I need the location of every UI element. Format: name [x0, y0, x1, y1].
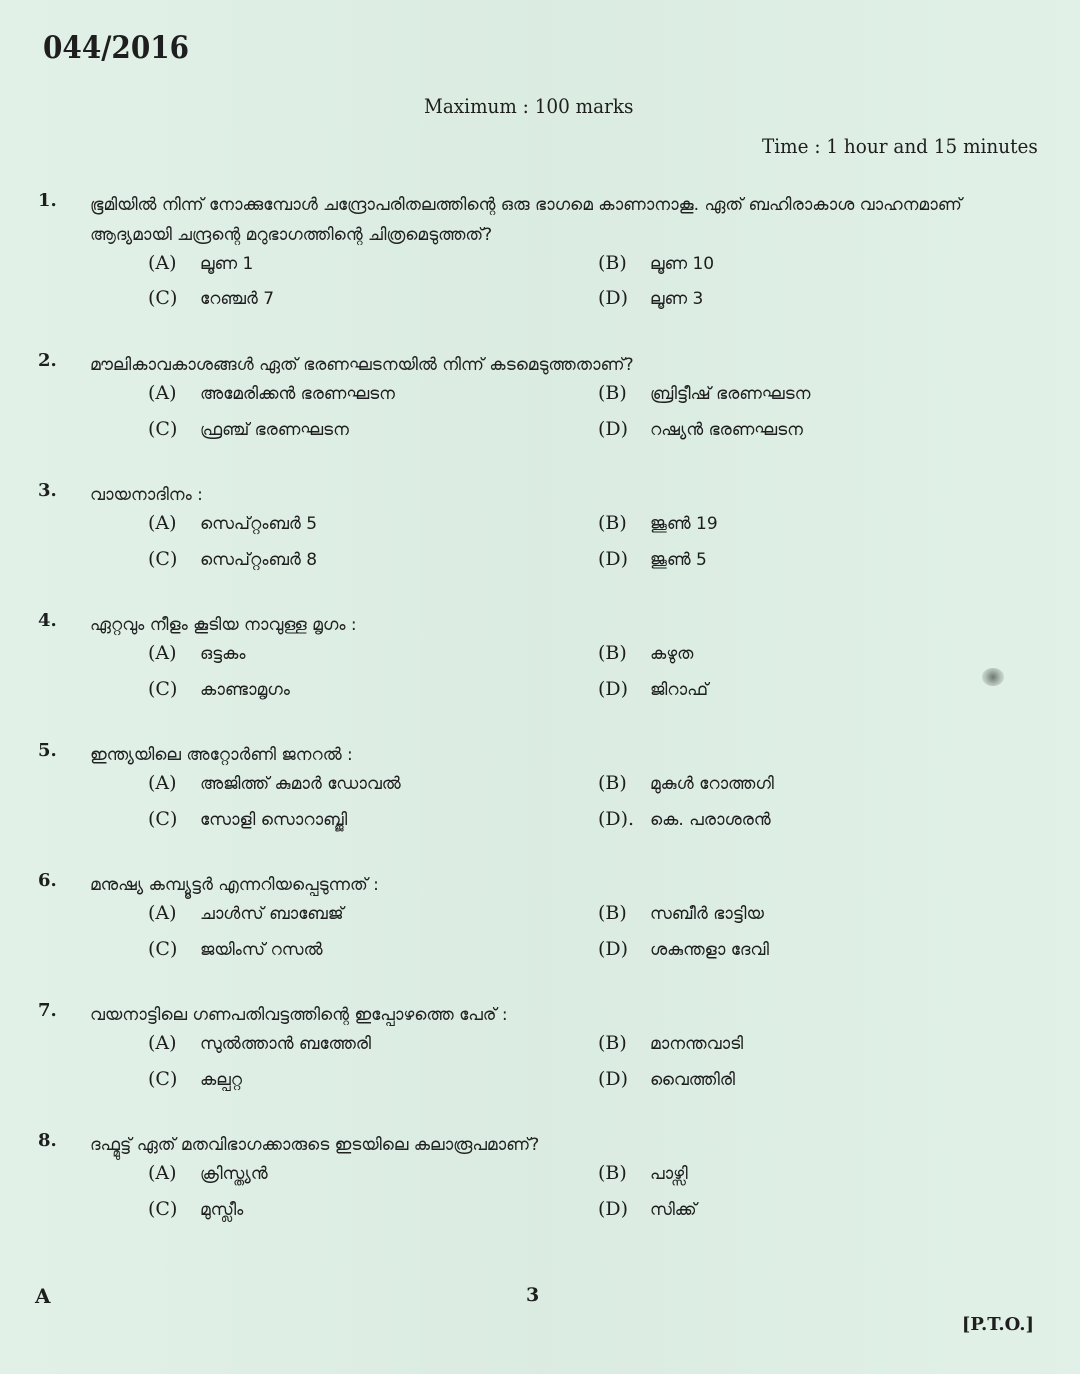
- option-value: സെപ്റ്റംബർ 5: [200, 514, 318, 534]
- question-text: ദഫ്മുട്ട് ഏത് മതവിഭാഗക്കാരുടെ ഇടയിലെ കലാരൂപമാണ്?: [90, 1135, 540, 1155]
- question-number: 8.: [38, 1130, 57, 1151]
- option-d: [598, 938, 769, 960]
- option-c: [148, 418, 349, 440]
- option-value: അജിത്ത് കുമാർ ഡോവൽ: [200, 774, 401, 794]
- option-value: ജൂൺ 19: [650, 514, 718, 534]
- option-label: (D): [598, 418, 629, 440]
- option-b: [598, 1032, 743, 1054]
- paper-stain: [982, 668, 1004, 686]
- option-value: ശകുന്തളാ ദേവി: [650, 940, 769, 960]
- question-text: വയനാട്ടിലെ ഗണപതിവട്ടത്തിന്റെ ഇപ്പോഴത്തെ പേര് :: [90, 1005, 508, 1025]
- option-label: (A): [148, 772, 177, 794]
- question-text: മൗലികാവകാശങ്ങൾ ഏത് ഭരണഘടനയിൽ നിന്ന് കടമെടുത്തതാണ്?: [90, 355, 634, 375]
- maximum-marks: Maximum : 100 marks: [424, 94, 634, 118]
- option-label: (A): [148, 382, 177, 404]
- option-value: സോളി സൊറാബ്ജി: [200, 810, 348, 830]
- option-label: (C): [148, 1198, 178, 1220]
- option-label: (A): [148, 902, 177, 924]
- option-d: [598, 418, 803, 440]
- option-value: സെപ്റ്റംബർ 8: [200, 550, 318, 570]
- option-label: (A): [148, 512, 177, 534]
- option-value: റേഞ്ചർ 7: [200, 289, 275, 309]
- option-label: (D): [598, 287, 629, 309]
- option-value: റഷ്യൻ ഭരണഘടന: [650, 420, 803, 440]
- option-a: [148, 1032, 371, 1054]
- option-value: ജൂൺ 5: [650, 550, 707, 570]
- question-number: 1.: [38, 190, 57, 211]
- option-label: (C): [148, 418, 178, 440]
- option-value: ക്രിസ്ത്യൻ: [200, 1164, 268, 1184]
- option-label: (D).: [598, 808, 635, 830]
- option-value: ചാൾസ് ബാബേജ്: [200, 904, 344, 924]
- option-label: (C): [148, 287, 178, 309]
- option-label: (B): [598, 1032, 627, 1054]
- paper-code: 044/2016: [43, 30, 190, 66]
- option-c: [148, 287, 274, 309]
- option-c: [148, 1068, 242, 1090]
- option-label: (B): [598, 512, 627, 534]
- question-text: വായനാദിനം :: [90, 485, 203, 505]
- option-value: കല്പറ്റ: [200, 1070, 243, 1090]
- option-d: [598, 1198, 697, 1220]
- option-b: [598, 1162, 688, 1184]
- option-b: [598, 902, 764, 924]
- question-number: 6.: [38, 870, 57, 891]
- question-number: 2.: [38, 350, 57, 371]
- option-label: (C): [148, 548, 178, 570]
- option-value: അമേരിക്കൻ ഭരണഘടന: [200, 384, 395, 404]
- question-text: മനുഷ്യ കമ്പ്യൂട്ടർ എന്നറിയപ്പെടുന്നത് :: [90, 875, 379, 895]
- option-c: [148, 808, 347, 830]
- option-value: ബ്രിട്ടീഷ് ഭരണഘടന: [650, 384, 811, 404]
- option-value: പാഴ്സി: [650, 1164, 688, 1184]
- option-value: സബീർ ഭാട്ടിയ: [650, 904, 764, 924]
- option-label: (D): [598, 938, 629, 960]
- option-label: (C): [148, 678, 178, 700]
- option-value: കഴുത: [650, 644, 694, 664]
- option-b: [598, 512, 718, 534]
- option-label: (D): [598, 548, 629, 570]
- option-a: [148, 512, 317, 534]
- option-d: [598, 287, 703, 309]
- time-allowed: Time : 1 hour and 15 minutes: [762, 134, 1038, 158]
- option-label: (A): [148, 1162, 177, 1184]
- option-value: ജയിംസ് റസൽ: [200, 940, 323, 960]
- question-text: ഏറ്റവും നീളം കൂടിയ നാവുള്ള മൃഗം :: [90, 615, 357, 635]
- question-number: 3.: [38, 480, 57, 501]
- option-c: [148, 548, 317, 570]
- option-value: കാണ്ടാമൃഗം: [200, 680, 290, 700]
- option-a: [148, 382, 395, 404]
- option-value: കെ. പരാശരൻ: [650, 810, 771, 830]
- option-value: സിക്ക്: [650, 1200, 697, 1220]
- option-label: (C): [148, 808, 178, 830]
- option-value: ജിറാഫ്: [650, 680, 709, 700]
- option-c: [148, 938, 323, 960]
- option-d: [598, 1068, 735, 1090]
- page-number: 3: [526, 1284, 540, 1306]
- option-label: (B): [598, 1162, 627, 1184]
- option-label: (B): [598, 252, 627, 274]
- option-value: മുകുൾ റോത്തഗി: [650, 774, 774, 794]
- option-label: (B): [598, 382, 627, 404]
- option-label: (D): [598, 678, 629, 700]
- option-label: (D): [598, 1198, 629, 1220]
- option-b: [598, 382, 810, 404]
- option-a: [148, 1162, 268, 1184]
- option-value: ഒട്ടകം: [200, 644, 246, 664]
- option-a: [148, 252, 253, 274]
- option-value: വൈത്തിരി: [650, 1070, 735, 1090]
- option-value: ലൂണ 1: [200, 254, 254, 274]
- question-number: 7.: [38, 1000, 57, 1021]
- question-number: 5.: [38, 740, 57, 761]
- option-label: (B): [598, 642, 627, 664]
- option-c: [148, 1198, 243, 1220]
- question-number: 4.: [38, 610, 57, 631]
- option-label: (A): [148, 1032, 177, 1054]
- option-label: (B): [598, 772, 627, 794]
- please-turn-over: [P.T.O.]: [961, 1314, 1034, 1335]
- option-value: മാനന്തവാടി: [650, 1034, 744, 1054]
- option-d: [598, 548, 707, 570]
- option-label: (D): [598, 1068, 629, 1090]
- option-value: ലൂണ 10: [650, 254, 715, 274]
- option-c: [148, 678, 290, 700]
- option-a: [148, 902, 344, 924]
- option-value: ഫ്രഞ്ച് ഭരണഘടന: [200, 420, 349, 440]
- option-d: [598, 808, 771, 830]
- option-value: ലൂണ 3: [650, 289, 704, 309]
- option-label: (B): [598, 902, 627, 924]
- option-b: [598, 772, 774, 794]
- option-d: [598, 678, 708, 700]
- option-label: (C): [148, 938, 178, 960]
- option-a: [148, 642, 245, 664]
- option-label: (A): [148, 252, 177, 274]
- series-code: A: [35, 1284, 51, 1308]
- option-b: [598, 642, 693, 664]
- option-value: സുൽത്താൻ ബത്തേരി: [200, 1034, 371, 1054]
- question-text: ഇന്ത്യയിലെ അറ്റോർണി ജനറൽ :: [90, 745, 353, 765]
- option-label: (C): [148, 1068, 178, 1090]
- option-label: (A): [148, 642, 177, 664]
- option-value: മുസ്ലീം: [200, 1200, 244, 1220]
- option-b: [598, 252, 714, 274]
- option-a: [148, 772, 401, 794]
- question-text: ഭൂമിയിൽ നിന്ന് നോക്കുമ്പോൾ ചന്ദ്രോപരിതലത്തിന്റെ ഒരു ഭാഗമെ കാണാനാകൂ. ഏത് ബഹിരാകാശ വാഹനമാണ് ആദ്യമായി ചന്ദ്രന്റെ മറുഭാഗത്തിന്റെ ചിത്രമെടുത്തത്?: [90, 195, 962, 245]
